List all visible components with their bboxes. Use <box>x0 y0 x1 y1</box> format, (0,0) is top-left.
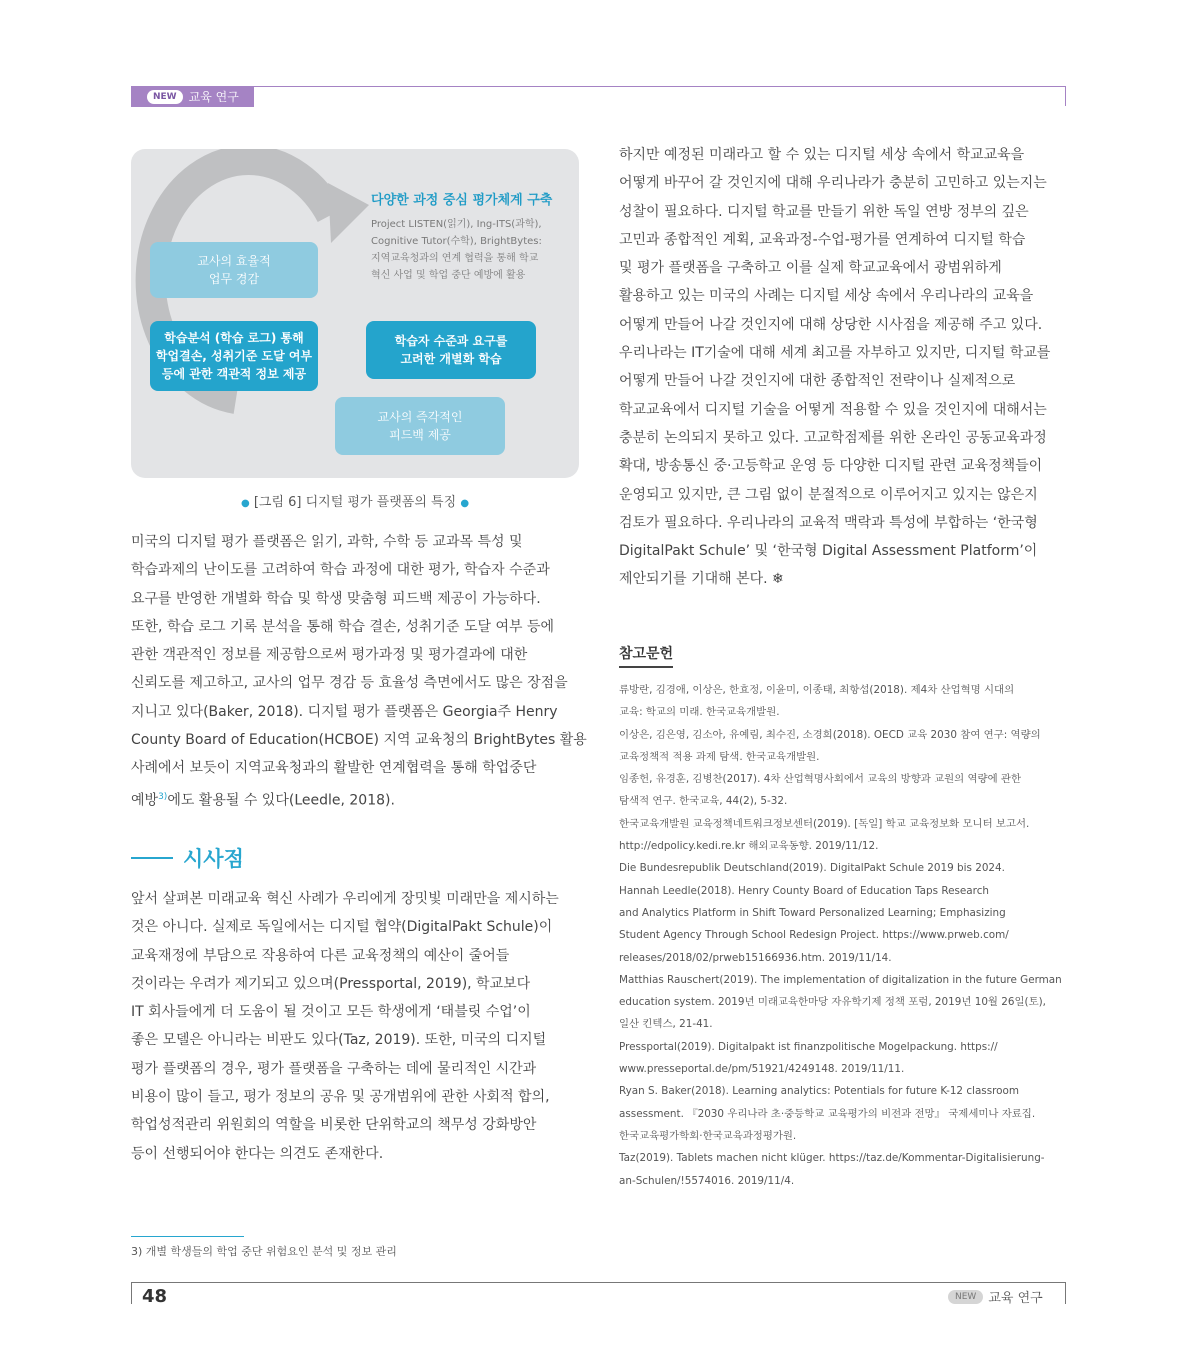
text-line: 학교교육에서 디지털 기술을 어떻게 적용할 수 있을 것인지에 대해서는 <box>619 401 1047 418</box>
text-line: 관한 객관적인 정보를 제공함으로써 평가과정 및 평가결과에 대한 <box>131 647 528 664</box>
reference-line: 탐색적 연구. 한국교육, 44(2), 5-32. <box>619 795 788 808</box>
text-line: 어떻게 만들어 나갈 것인지에 대한 종합적인 전략이나 실제적으로 <box>619 373 1016 390</box>
text-line: 우리나라는 IT기술에 대해 세계 최고를 자부하고 있지만, 디지털 학교를 <box>619 345 1051 362</box>
text-line: 및 평가 플랫폼을 구축하고 이를 실제 학교교육에서 광범위하게 <box>619 260 1002 277</box>
reference-line: assessment. 『2030 우리나라 초·중등학교 교육평가의 비전과 전망』 국제세미나 자료집. <box>619 1107 1036 1120</box>
right-paragraph <box>619 141 1067 594</box>
box-learning-analytics <box>150 321 318 391</box>
section-title: 시사점 <box>183 847 244 871</box>
text-line: 어떻게 만들어 나갈 것인지에 대해 상당한 시사점을 제공해 주고 있다. <box>619 316 1043 333</box>
text-line: 활용하고 있는 미국의 사례는 디지털 세상 속에서 우리나라의 교육을 <box>619 288 1034 305</box>
text-line: 어떻게 바꾸어 갈 것인지에 대해 우리나라가 충분히 고민하고 있는지는 <box>619 175 1047 192</box>
text-line: 것은 아니다. 실제로 독일에서는 디지털 협약(DigitalPakt Schule)이 <box>131 919 553 936</box>
references-list <box>619 679 1067 1192</box>
page-number: 48 <box>142 1286 168 1307</box>
reference-line: 교육: 학교의 미래. 한국교육개발원. <box>619 706 780 719</box>
footer-label-text: 교육 연구 <box>988 1291 1043 1306</box>
text-line: 신뢰도를 제고하고, 교사의 업무 경감 등 효율성 측면에서도 많은 장점을 <box>131 675 568 692</box>
figure-desc-line: 혁신 사업 및 학업 중단 예방에 활용 <box>371 270 526 281</box>
reference-line[interactable]: www.presseportal.de/pm/51921/4249148. 2019/11/11. <box>619 1063 905 1076</box>
text-line: 하지만 예정된 미래라고 할 수 있는 디지털 세상 속에서 학교교육을 <box>619 147 1025 163</box>
reference-line[interactable]: http://edpolicy.kedi.re.kr 해외교육동향. 2019/11/12. <box>619 840 879 853</box>
footer-rule-tick <box>131 1282 132 1304</box>
reference-line[interactable]: Student Agency Through School Redesign Project. https://www.prweb.com/ <box>619 929 1009 942</box>
bullet-dot-icon: ● <box>240 498 250 509</box>
text-line: 학업성적관리 위원회의 역할을 비롯한 단위학교의 책무성 강화방안 <box>131 1117 537 1134</box>
box-line: 피드백 제공 <box>389 428 451 442</box>
reference-line: Die Bundesrepublik Deutschland(2019). DigitalPakt Schule 2019 bis 2024. <box>619 862 1005 875</box>
footer-new-badge: NEW <box>948 1290 983 1304</box>
left-paragraph <box>131 528 587 815</box>
figure-digital-platform <box>131 149 579 478</box>
text-line: 앞서 살펴본 미래교육 혁신 사례가 우리에게 장밋빛 미래만을 제시하는 <box>131 891 559 907</box>
footer-rule-tick <box>1065 1282 1066 1304</box>
text-line: 사례에서 보듯이 지역교육청과의 활발한 연계협력을 통해 학업중단 <box>131 760 537 777</box>
text-line: DigitalPakt Schule’ 및 ‘한국형 Digital Assessment Platform’이 <box>619 543 1038 560</box>
header-rule <box>254 86 1066 87</box>
header-rule-tick <box>1065 86 1066 106</box>
text-line: 확대, 방송통신 중·고등학교 운영 등 다양한 디지털 관련 교육정책들이 <box>619 458 1043 475</box>
text-line: 지니고 있다(Baker, 2018). 디지털 평가 플랫폼은 Georgia주 Henry <box>131 703 558 720</box>
bullet-dot-icon: ● <box>460 498 470 509</box>
footnote-ref[interactable]: 3) <box>158 791 168 802</box>
reference-line: education system. 2019년 미래교육한마당 자유학기제 정책 포럼, 2019년 10월 26일(토), <box>619 996 1046 1009</box>
section-paragraph <box>131 885 579 1168</box>
footnote-text: 3) 개별 학생들의 학업 중단 위험요인 분석 및 정보 관리 <box>131 1245 397 1258</box>
text-line: 좋은 모델은 아니라는 비판도 있다(Taz, 2019). 또한, 미국의 디지털 <box>131 1032 547 1049</box>
reference-line: 한국교육평가학회·한국교육과정평가원. <box>619 1129 797 1142</box>
text-segment: 예방 <box>131 792 159 809</box>
header-label: 교육 연구 <box>188 90 239 104</box>
box-line: 고려한 개별화 학습 <box>400 352 502 366</box>
figure-caption-text: [그림 6] 디지털 평가 플랫폼의 특징 <box>253 495 457 510</box>
box-teacher-workload <box>150 242 318 298</box>
box-line: 학업결손, 성취기준 도달 여부 <box>155 349 313 363</box>
text-line: 운영되고 있지만, 큰 그림 없이 분절적으로 이루어지고 있지는 않은지 <box>619 486 1038 503</box>
text-line: County Board of Education(HCBOE) 지역 교육청의 BrightBytes 활용 <box>131 732 587 749</box>
text-line: 제안되기를 기대해 본다. ❄ <box>619 571 784 588</box>
reference-line: 일산 킨텍스, 21-41. <box>619 1018 713 1031</box>
reference-line: 류방란, 김경애, 이상은, 한효정, 이윤미, 이종태, 최항섭(2018). 제4차 산업혁명 시대의 <box>619 684 1015 696</box>
text-line: 교육재정에 부담으로 작용하여 다른 교육정책의 예산이 줄어들 <box>131 947 510 964</box>
text-line: 검토가 필요하다. 우리나라의 교육적 맥락과 특성에 부합하는 ‘한국형 <box>619 514 1038 531</box>
text-line: 요구를 반영한 개별화 학습 및 학생 맞춤형 피드백 제공이 가능하다. <box>131 590 541 607</box>
reference-line[interactable]: Taz(2019). Tablets machen nicht klüger. https://taz.de/Kommentar-Digitalisierung- <box>619 1152 1045 1165</box>
figure-desc-line: 지역교육청과의 연계 협력을 통해 학교 <box>371 253 539 264</box>
reference-line[interactable]: releases/2018/02/prweb15166936.htm. 2019/11/14. <box>619 951 892 964</box>
text-line: IT 회사들에게 더 도움이 될 것이고 모든 학생에게 ‘태블릿 수업’이 <box>131 1004 531 1021</box>
text-line: 성찰이 필요하다. 디지털 학교를 만들기 위한 독일 연방 정부의 깊은 <box>619 203 1029 220</box>
figure-desc-line: Project LISTEN(읽기), Ing-ITS(과학), <box>371 219 542 230</box>
text-line <box>131 783 579 815</box>
footnote-rule <box>131 1236 244 1237</box>
figure-description <box>371 216 571 284</box>
header-tab <box>131 86 254 107</box>
text-line: 등이 선행되어야 한다는 의견도 존재한다. <box>131 1145 384 1162</box>
reference-line[interactable]: Pressportal(2019). Digitalpakt ist finanzpolitische Mogelpackung. https:// <box>619 1040 998 1053</box>
text-line: 미국의 디지털 평가 플랫폼은 읽기, 과학, 수학 등 교과목 특성 및 <box>131 534 523 550</box>
box-line: 학습분석 (학습 로그) 통해 <box>164 331 304 345</box>
reference-line: 이상은, 김은영, 김소아, 유예림, 최수진, 소경희(2018). OECD 교육 2030 참여 연구: 역량의 <box>619 728 1041 741</box>
box-instant-feedback <box>335 397 505 455</box>
figure-title: 다양한 과정 중심 평가체계 구축 <box>371 193 553 208</box>
references-title: 참고문헌 <box>619 643 673 668</box>
box-line: 업무 경감 <box>208 272 260 286</box>
reference-line: Hannah Leedle(2018). Henry County Board of Education Taps Research <box>619 884 990 897</box>
reference-line: 임종헌, 유경훈, 김병찬(2017). 4차 산업혁명사회에서 교육의 방향과 교원의 역량에 관한 <box>619 773 1021 786</box>
reference-line: 한국교육개발원 교육정책네트워크정보센터(2019). [독일] 학교 교육정보화 모니터 보고서. <box>619 817 1030 830</box>
reference-line: and Analytics Platform in Shift Toward Personalized Learning; Emphasizing <box>619 906 1006 919</box>
text-line: 학습과제의 난이도를 고려하여 학습 과정에 대한 평가, 학습자 수준과 <box>131 562 550 579</box>
reference-line: Ryan S. Baker(2018). Learning analytics: Potentials for future K-12 classroom <box>619 1085 1020 1098</box>
reference-line: 교육정책적 적용 과제 탐색. 한국교육개발원. <box>619 750 820 763</box>
reference-line[interactable]: an-Schulen/!5574016. 2019/11/4. <box>619 1174 795 1187</box>
reference-line: Matthias Rauschert(2019). The implementation of digitalization in the future German <box>619 973 1062 986</box>
footer-rule <box>131 1282 1066 1283</box>
text-line: 또한, 학습 로그 기록 분석을 통해 학습 결손, 성취기준 도달 여부 등에 <box>131 618 554 635</box>
figure-desc-line: Cognitive Tutor(수학), BrightBytes: <box>371 236 542 247</box>
box-line: 등에 관한 객관적 정보 제공 <box>161 367 307 381</box>
text-segment: 에도 활용될 수 있다(Leedle, 2018). <box>167 792 395 809</box>
text-line: 비용이 많이 들고, 평가 정보의 공유 및 공개범위에 관한 사회적 합의, <box>131 1089 550 1106</box>
box-line: 교사의 즉각적인 <box>377 410 463 424</box>
text-line: 것이라는 우려가 제기되고 있으며(Pressportal, 2019), 학교보다 <box>131 975 531 992</box>
box-personalized-learning <box>366 321 536 379</box>
section-rule <box>131 857 173 859</box>
figure-caption <box>131 491 579 510</box>
box-line: 교사의 효율적 <box>197 254 271 268</box>
section-heading <box>131 843 244 873</box>
text-line: 충분히 논의되지 못하고 있다. 고교학점제를 위한 온라인 공동교육과정 <box>619 429 1047 446</box>
text-line: 고민과 종합적인 계획, 교육과정-수업-평가를 연계하여 디지털 학습 <box>619 231 1026 248</box>
box-line: 학습자 수준과 요구를 <box>394 334 508 348</box>
header-new-badge: NEW <box>147 90 183 104</box>
text-line: 평가 플랫폼의 경우, 평가 플랫폼을 구축하는 데에 물리적인 시간과 <box>131 1060 537 1077</box>
footer-label <box>948 1287 1043 1306</box>
